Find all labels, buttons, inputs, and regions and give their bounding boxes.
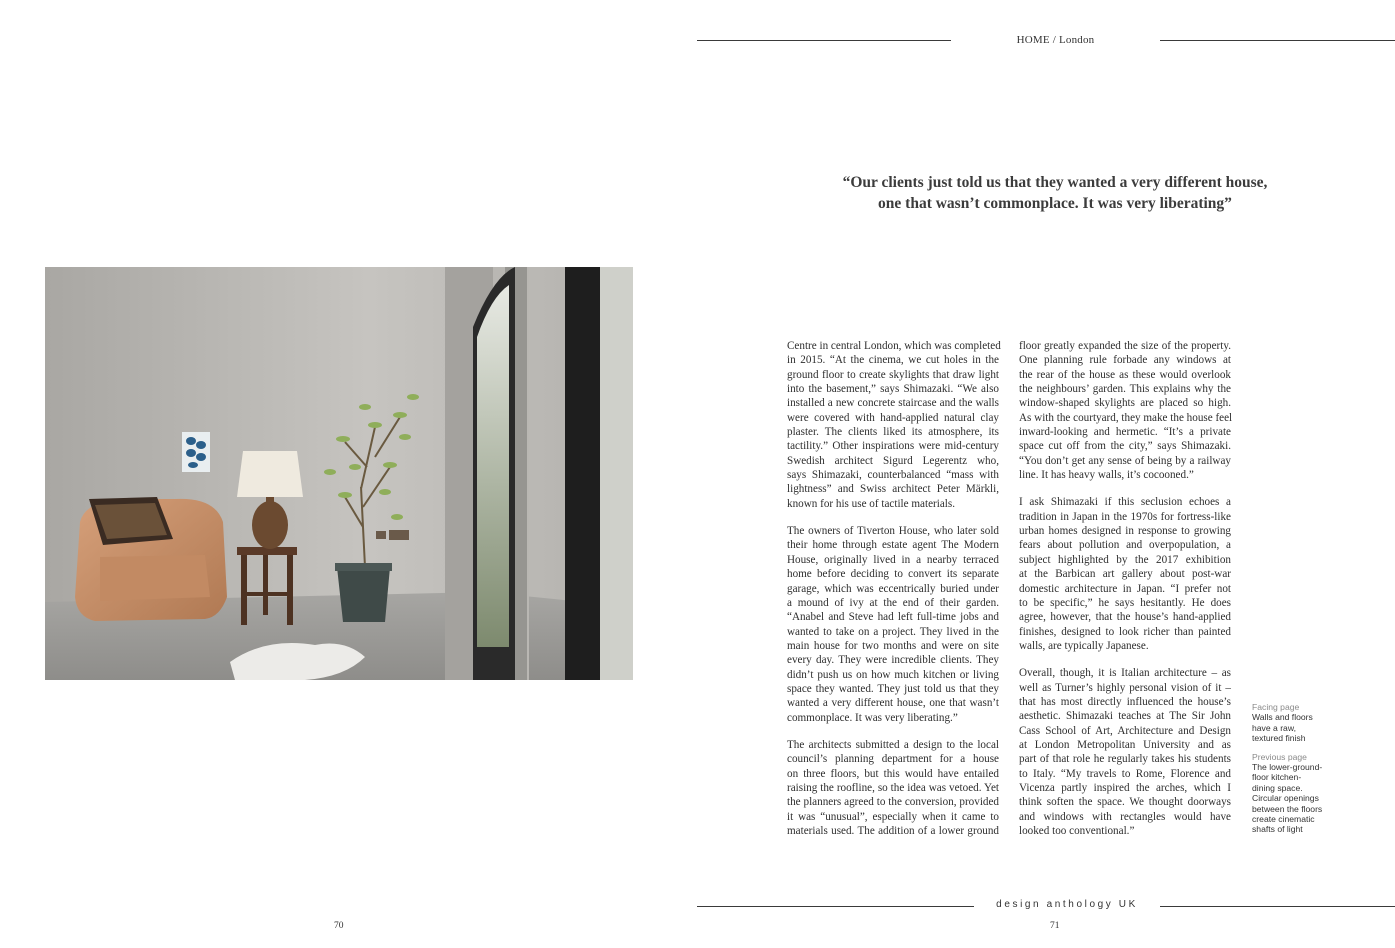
caption-line: dining space.	[1252, 782, 1303, 793]
text-line: garage, which was eccentrically buried under	[787, 582, 999, 595]
text-line: Swedish architect Sigurd Legerentz who,	[787, 454, 999, 467]
caption-line: shafts of light	[1252, 824, 1303, 835]
caption-facing-page	[1252, 702, 1342, 744]
text-line: materials used. The addition of a lower ground	[787, 825, 999, 837]
article-paragraph	[1019, 666, 1231, 838]
caption-line: between the floors	[1252, 803, 1323, 814]
text-line: tradition in Japan in the 1970s for fortress-like	[1019, 510, 1231, 523]
text-line: “You don’t get any sense of being by a railway	[1019, 454, 1231, 467]
magazine-brand: design anthology UK	[996, 899, 1138, 910]
text-line: ground floor to create skylights that draw light	[787, 368, 999, 381]
text-line: House, originally lived in a nearby terraced	[787, 553, 999, 566]
article-paragraph	[787, 524, 999, 725]
text-line: The architects submitted a design to the local	[787, 738, 999, 751]
caption-heading: Previous page	[1252, 751, 1307, 762]
text-line: didn’t push us on how much kitchen or living	[787, 668, 999, 681]
article-paragraph	[1019, 495, 1231, 653]
text-line: floor greatly expanded the size of the property.	[1019, 340, 1231, 352]
text-line: lightness” and Swiss architect Peter Märkli,	[787, 483, 999, 496]
interior-photo	[45, 267, 633, 680]
header-rule-right	[1160, 40, 1395, 41]
text-line: walls, are typically Japanese.	[1019, 639, 1149, 652]
text-line: the neighbours’ garden. This explains why the	[1019, 383, 1231, 396]
text-line: looked too conventional.”	[1019, 825, 1135, 837]
text-line: installed a new concrete staircase and the walls	[787, 397, 999, 410]
text-line: to be specific,” he says hesitantly. He does	[1019, 596, 1231, 609]
caption-line: Circular openings	[1252, 793, 1319, 804]
text-line: wanted a very different house, one that wasn’t	[787, 697, 999, 710]
page-number-left: 70	[334, 921, 344, 931]
page-number-right: 71	[1050, 921, 1060, 931]
text-line: think soften the space. We thought doorways	[1019, 796, 1231, 809]
text-line: Cass School of Art, Architecture and Design	[1019, 724, 1231, 737]
text-line: well as Turner’s highly personal vision of it –	[1019, 681, 1231, 694]
text-line: The owners of Tiverton House, who later sold	[787, 525, 999, 538]
text-line: at the Barbican art gallery about post-war	[1019, 568, 1231, 581]
text-line: domestic architecture in Japan. “I prefer not	[1019, 582, 1231, 595]
text-line: Vicenza partly inspired the arches, which I	[1019, 781, 1231, 794]
caption-heading: Facing page	[1252, 702, 1300, 712]
caption-line: Walls and floors	[1252, 712, 1313, 723]
text-line: part of that role he regularly takes his students	[1019, 753, 1231, 766]
text-line: wanted to take on a project. They lived in the	[787, 625, 999, 638]
caption-line: The lower-ground-	[1252, 762, 1323, 773]
text-line: urban homes designed in response to growing	[1019, 525, 1231, 538]
text-line: the rear of the house as these would overlook	[1019, 368, 1231, 381]
text-line: council’s planning department for a house	[787, 753, 999, 766]
text-line: that has most directly influenced the house’s	[1019, 695, 1231, 708]
text-line: plaster. The clients liked its atmosphere, its	[787, 426, 999, 439]
section-label: HOME / London	[1016, 34, 1095, 46]
text-line: the planners agreed to the conversion, provided	[787, 796, 999, 809]
text-line: on three floors, but this would have entailed	[787, 767, 999, 780]
text-line: Overall, though, it is Italian architecture – as	[1019, 667, 1231, 680]
article-paragraph	[1019, 339, 1231, 482]
pull-quote-line: one that wasn’t commonplace. It was very liberating”	[878, 195, 1232, 212]
text-line: Centre in central London, which was completed	[787, 340, 1001, 352]
interior-photo-illustration	[45, 267, 633, 680]
caption-line: floor kitchen-	[1252, 772, 1302, 783]
pull-quote	[790, 172, 1320, 214]
text-line: I ask Shimazaki if this seclusion echoes a	[1019, 496, 1231, 509]
footer-rule-right	[1160, 906, 1395, 907]
header-rule-left	[697, 40, 951, 41]
text-line: says Shimazaki, counterbalanced “mass with	[787, 469, 999, 482]
pull-quote-line: “Our clients just told us that they wanted a very different house,	[842, 174, 1268, 191]
text-line: at London Metropolitan University and as	[1019, 738, 1231, 751]
article-column-left	[787, 339, 999, 851]
article-paragraph	[787, 738, 999, 838]
text-line: agree, however, that the house’s hand-applied	[1019, 611, 1231, 624]
text-line: inward-looking and hermetic. “It’s a private	[1019, 426, 1231, 439]
text-line: window-shaped skylights are placed so high.	[1019, 397, 1231, 410]
photo-captions	[1252, 702, 1342, 843]
text-line: in 2015. “At the cinema, we cut holes in the	[787, 354, 999, 367]
caption-line: have a raw,	[1252, 722, 1296, 733]
text-line: it was “unusual”, especially when it came to	[787, 810, 999, 823]
article-paragraph	[787, 339, 999, 511]
caption-line: create cinematic	[1252, 814, 1315, 825]
text-line: fears about pollution and overpopulation, a	[1019, 539, 1231, 552]
text-line: were covered with hand-applied natural clay	[787, 411, 999, 424]
text-line: space cut off from the city,” says Shimazaki.	[1019, 440, 1231, 453]
text-line: aesthetic. Shimazaki teaches at The Sir John	[1019, 710, 1231, 723]
text-line: tactility.” Other inspirations were mid-century	[787, 440, 999, 453]
text-line: commonplace. It was very liberating.”	[787, 711, 958, 724]
text-line: every day. They were incredible clients. They	[787, 654, 999, 667]
caption-line: textured finish	[1252, 733, 1306, 744]
caption-previous-page	[1252, 752, 1342, 835]
text-line: line. It has heavy walls, it’s cocooned.”	[1019, 469, 1194, 482]
text-line: home before deciding to convert its separate	[787, 568, 999, 581]
text-line: raising the roofline, so the idea was vetoed. Yet	[787, 781, 999, 794]
text-line: a mound of ivy at the end of their garden.	[787, 596, 999, 609]
text-line: One planning rule forbade any windows at	[1019, 354, 1231, 367]
text-line: “Anabel and Steve had left full-time jobs and	[787, 611, 999, 624]
footer-rule-left	[697, 906, 974, 907]
text-line: As with the courtyard, they make the house feel	[1019, 411, 1233, 424]
text-line: their home through estate agent The Modern	[787, 539, 999, 552]
text-line: subject highlighted by the 2017 exhibition	[1019, 553, 1231, 566]
text-line: and windows with rectangles would have	[1019, 810, 1231, 823]
text-line: into the basement,” says Shimazaki. “We also	[787, 383, 999, 396]
article-column-right	[1019, 339, 1231, 851]
text-line: finishes, designed to look richer than painted	[1019, 625, 1231, 638]
text-line: known for his use of tactile materials.	[787, 497, 955, 510]
text-line: space they wanted. They just told us that they	[787, 682, 999, 695]
text-line: main house for two months and were on site	[787, 639, 999, 652]
text-line: to Italy. “My travels to Rome, Florence and	[1019, 767, 1231, 780]
